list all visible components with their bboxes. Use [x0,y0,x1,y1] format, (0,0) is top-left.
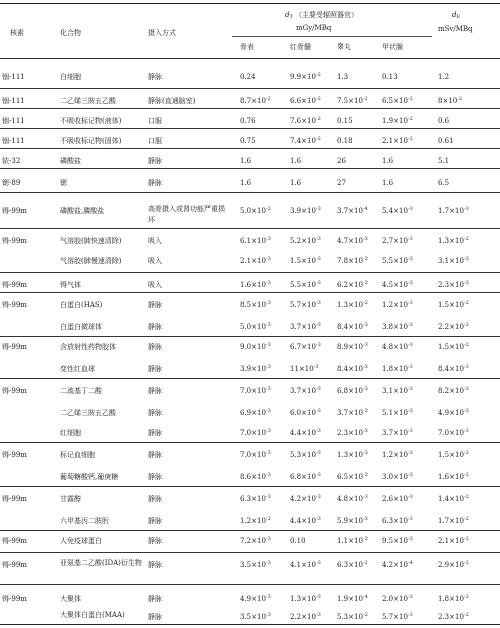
cell-route: 吸入 [148,281,162,289]
cell-nuclide: 锝-99m [2,237,27,245]
cell-value: $5.7\times 10^{-3}$ [290,300,321,309]
cell-value: $8.7\times 10^{-2}$ [240,96,271,105]
cell-value: $1.2\times 10^{-3}$ [382,300,413,309]
cell-value: $4.5\times 10^{-3}$ [382,280,413,289]
cell-value: $5.5\times 10^{-3}$ [382,256,413,265]
cell-value: $2.2\times 10^{-3}$ [290,612,321,621]
header-de-unit: mSv/MBq [438,25,473,33]
cell-value: $1.3\times 10^{-2}$ [438,236,469,245]
cell-value: $7.0\times 10^{-3}$ [240,386,271,395]
cell-value: $2.1\times 10^{-3}$ [240,256,271,265]
cell-route: 静脉 [148,157,162,165]
cell-route: 静脉 [148,409,162,417]
cell-compound: 气溶胶(肺慢速清除) [60,257,122,265]
cell-value: 0.75 [240,137,256,145]
cell-value: 1.6 [382,157,394,165]
cell-nuclide: 铱-32 [2,157,21,165]
cell-value: $7.0\times 10^{-3}$ [240,428,271,437]
cell-value: $2.2\times 10^{-2}$ [438,322,469,331]
cell-nuclide: 锶-89 [2,179,21,187]
header-organ-thyroid: 甲状腺 [382,43,403,51]
header-compound: 化合物 [60,29,81,37]
cell-value: $6.7\times 10^{-3}$ [290,342,321,351]
cell-compound: 不吸收标记物(液体) [60,117,122,125]
cell-value: $3.9\times 10^{-3}$ [240,364,271,373]
header-organ-bone: 骨表 [240,43,254,51]
header-de-sub: E [456,14,461,20]
cell-value: 1.2 [438,73,450,81]
cell-value: $4.4\times 10^{-3}$ [290,516,321,525]
header-nuclide: 核素 [10,29,24,37]
cell-value: $3.7\times 10^{-3}$ [382,428,413,437]
cell-value: $7.2\times 10^{-3}$ [240,536,271,545]
cell-value: $2.3\times 10^{-3}$ [337,428,368,437]
cell-value: $5.2\times 10^{-3}$ [290,236,321,245]
cell-value: $1.3\times 10^{-3}$ [337,450,368,459]
cell-route: 静脉 [148,537,162,545]
cell-value: $8.9\times 10^{-3}$ [337,342,368,351]
cell-route: 高骨摄入或肾功能严重损坏 [148,205,225,224]
cell-route: 静脉 [148,561,162,569]
cell-value: $5.4\times 10^{-3}$ [382,206,413,215]
cell-route: 静脉 [148,365,162,373]
cell-compound: 大聚体 [60,595,81,603]
cell-value: 0.24 [240,73,256,81]
cell-route: 静脉 [148,429,162,437]
cell-value: $1.7\times 10^{-3}$ [438,206,469,215]
cell-value: $2.1\times 10^{-2}$ [382,136,413,145]
cell-value: $1.3\times 10^{-3}$ [290,594,321,603]
cell-value: $6.3\times 10^{-2}$ [337,560,368,569]
cell-compound: 锝气体 [60,281,81,289]
cell-value: 26 [337,157,346,165]
cell-value: $3.9\times 10^{-3}$ [290,206,321,215]
cell-value: $3.1\times 10^{-3}$ [382,386,413,395]
cell-value: 0.6 [438,117,450,125]
cell-value: $1.6\times 10^{-2}$ [438,472,469,481]
cell-value: 6.5 [438,179,450,187]
cell-value: $3.5\times 10^{-3}$ [240,612,271,621]
cell-value: $1.5\times 10^{-3}$ [290,256,321,265]
cell-route: 静脉 [148,343,162,351]
cell-value: $3.7\times 10^{-3}$ [290,386,321,395]
cell-value: $4.2\times 10^{-3}$ [290,494,321,503]
cell-route: 口服 [148,137,162,145]
cell-value: $1.5\times 10^{-2}$ [438,450,469,459]
cell-route: 吸入 [148,237,162,245]
cell-value: $6.9\times 10^{-3}$ [240,408,271,417]
cell-value: $7.4\times 10^{-2}$ [290,136,321,145]
cell-compound: 红细胞 [60,429,81,437]
cell-compound: 磷酸盐,膦酸盐 [60,207,105,215]
cell-compound: 六甲基丙二胺肟 [60,517,109,525]
cell-value: $1.2\times 10^{-2}$ [240,516,271,525]
cell-value: $4.1\times 10^{-3}$ [290,560,321,569]
cell-value: $8.4\times 10^{-3}$ [337,364,368,373]
cell-route: 静脉 [148,323,162,331]
cell-route: 吸入 [148,257,162,265]
cell-value: $5.3\times 10^{-2}$ [337,612,368,621]
cell-value: $3.8\times 10^{-3}$ [382,322,413,331]
cell-value: $5.3\times 10^{-3}$ [290,450,321,459]
cell-value: $1.2\times 10^{-3}$ [382,450,413,459]
cell-nuclide: 锝-99m [2,301,27,309]
cell-value: $6.1\times 10^{-3}$ [240,236,271,245]
cell-route: 静脉 [148,179,162,187]
cell-value: $8.2\times 10^{-3}$ [438,386,469,395]
cell-value: $5.0\times 10^{-2}$ [240,206,271,215]
header-de [452,12,460,19]
cell-compound: 锶 [60,179,67,187]
cell-route: 静脉(直通脑室) [148,97,196,105]
cell-value: $6.2\times 10^{-3}$ [337,280,368,289]
cell-value: 1.6 [240,179,252,187]
cell-value: $4.7\times 10^{-3}$ [337,236,368,245]
cell-nuclide: 锝-99m [2,207,27,215]
cell-nuclide: 锝-99m [2,595,27,603]
cell-nuclide: 锝-99m [2,451,27,459]
cell-value: $6.8\times 10^{-3}$ [290,472,321,481]
cell-value: $7.0\times 10^{-3}$ [438,428,469,437]
header-de-symbol: d [452,11,457,19]
cell-compound: 大聚体白蛋白(MAA) [60,611,125,619]
cell-route: 静脉 [148,301,162,309]
cell-compound: 磷酸盐 [60,157,81,165]
cell-route: 口服 [148,117,162,125]
cell-route: 静脉 [148,473,162,481]
cell-value: $1.5\times 10^{-2}$ [438,342,469,351]
cell-nuclide: 锝-99m [2,537,27,545]
cell-value: $8\times 10^{-2}$ [438,96,463,105]
cell-value: $8.5\times 10^{-3}$ [240,300,271,309]
cell-value: $4.9\times 10^{-3}$ [240,594,271,603]
cell-value: $2.0\times 10^{-3}$ [382,594,413,603]
cell-value: 5.1 [438,157,450,165]
cell-compound: 白蛋白微球体 [60,323,102,331]
cell-value: $1.8\times 10^{-2}$ [438,594,469,603]
cell-compound: 变性红血球 [60,365,95,373]
cell-compound: 二巯基丁二酸 [60,387,102,395]
cell-value: $1.5\times 10^{-2}$ [438,300,469,309]
cell-compound: 不吸收标记物(固体) [60,137,122,145]
cell-value: $7.5\times 10^{-2}$ [337,96,368,105]
cell-value: $3.7\times 10^{-4}$ [337,206,368,215]
cell-route: 静脉 [148,387,162,395]
cell-value: $6.5\times 10^{-3}$ [337,472,368,481]
cell-compound: 亚氨基二乙酸(IDA)衍生物 [60,559,142,567]
header-dt-symbol: d [285,11,290,19]
cell-value: 0.15 [337,117,353,125]
cell-value: $6.3\times 10^{-3}$ [240,494,271,503]
cell-value: 1.6 [290,157,302,165]
cell-nuclide: 铟-111 [2,97,25,105]
cell-value: $4.4\times 10^{-3}$ [290,428,321,437]
cell-value: $1.6\times 10^{-3}$ [240,280,271,289]
cell-value: 1.3 [337,73,349,81]
cell-value: $6.8\times 10^{-3}$ [337,386,368,395]
cell-value: $6.5\times 10^{-2}$ [382,96,413,105]
cell-value: $1.8\times 10^{-3}$ [382,364,413,373]
cell-value: $3.1\times 10^{-3}$ [438,256,469,265]
cell-compound: 甘露醇 [60,495,81,503]
cell-value: $11\times 10^{-3}$ [290,364,319,373]
header-dt-sub: T [289,14,293,20]
cell-route: 静脉 [148,73,162,81]
cell-value: $2.1\times 10^{-2}$ [438,536,469,545]
cell-value: $2.9\times 10^{-2}$ [438,560,469,569]
header-dt [285,12,358,19]
cell-value: 0.61 [438,137,454,145]
cell-value: $5.7\times 10^{-3}$ [382,612,413,621]
cell-value: $4.2\times 10^{-4}$ [382,560,413,569]
cell-value: $3.7\times 10^{-3}$ [337,408,368,417]
cell-compound: 气溶胶(肺快速清除) [60,237,122,245]
cell-value: $3.7\times 10^{-3}$ [290,322,321,331]
cell-value: $2.7\times 10^{-3}$ [382,236,413,245]
cell-value: $5.0\times 10^{-3}$ [240,322,271,331]
cell-value: $2.3\times 10^{-2}$ [438,612,469,621]
cell-nuclide: 锝-99m [2,495,27,503]
cell-compound: 葡萄糖酸钙,葡庚糖 [60,473,119,481]
cell-value: $9.5\times 10^{-3}$ [382,536,413,545]
header-dt-desc: （主要受辐照器官） [295,11,359,19]
cell-value: 0.10 [290,537,306,545]
cell-value: $4.9\times 10^{-3}$ [438,408,469,417]
cell-value: $4.8\times 10^{-3}$ [382,342,413,351]
cell-value: $1.7\times 10^{-2}$ [438,516,469,525]
cell-nuclide: 铟-111 [2,137,25,145]
cell-value: $3.5\times 10^{-3}$ [240,560,271,569]
cell-nuclide: 锝-99m [2,281,27,289]
cell-value: $5.1\times 10^{-3}$ [382,408,413,417]
cell-route: 静脉 [148,613,162,621]
cell-route: 静脉 [148,451,162,459]
header-route: 摄入方式 [148,29,176,37]
cell-value: $6.6\times 10^{-2}$ [290,96,321,105]
cell-value: $1.1\times 10^{-3}$ [337,536,368,545]
cell-compound: 人免疫球蛋白 [60,537,102,545]
cell-value: $5.5\times 10^{-3}$ [290,280,321,289]
cell-value: 0.76 [240,117,256,125]
cell-value: $8.4\times 10^{-3}$ [337,322,368,331]
cell-compound: 二乙烯三胺五乙酸 [60,97,116,105]
cell-value: 0.13 [382,73,398,81]
cell-value: $6.3\times 10^{-3}$ [382,516,413,525]
cell-value: $4.8\times 10^{-3}$ [337,494,368,503]
cell-value: $1.9\times 10^{-2}$ [382,116,413,125]
cell-value: $6.0\times 10^{-3}$ [290,408,321,417]
cell-value: $8.6\times 10^{-3}$ [240,472,271,481]
cell-value: $7.8\times 10^{-3}$ [337,256,368,265]
cell-nuclide: 锝-99m [2,561,27,569]
cell-compound: 白细胞 [60,73,81,81]
cell-value: $3.0\times 10^{-3}$ [382,472,413,481]
cell-value: 1.6 [290,179,302,187]
cell-value: $1.3\times 10^{-2}$ [337,300,368,309]
header-dt-unit: mGy/MBq [296,24,332,32]
header-organ-marrow: 红骨髓 [290,43,311,51]
cell-nuclide: 铟-111 [2,117,25,125]
header-organ-testes: 睾丸 [337,43,351,51]
cell-nuclide: 锝-99m [2,387,27,395]
cell-value: $8.4\times 10^{-3}$ [438,364,469,373]
cell-value: $9.0\times 10^{-3}$ [240,342,271,351]
cell-value: $5.9\times 10^{-3}$ [337,516,368,525]
cell-compound: 标记血细胞 [60,451,95,459]
cell-value: 0.18 [337,137,353,145]
cell-value: $1.4\times 10^{-2}$ [438,494,469,503]
cell-value: 1.6 [382,179,394,187]
cell-value: 27 [337,179,346,187]
cell-compound: 含放射性药物胶体 [60,343,116,351]
cell-value: 1.6 [240,157,252,165]
cell-compound: 二乙烯三胺五乙酸 [60,409,116,417]
cell-value: $2.6\times 10^{-3}$ [382,494,413,503]
cell-value: $9.9\times 10^{-2}$ [290,72,321,81]
cell-nuclide: 铟-111 [2,73,25,81]
cell-route: 静脉 [148,495,162,503]
cell-route: 静脉 [148,517,162,525]
cell-value: $7.0\times 10^{-3}$ [240,450,271,459]
cell-value: $2.3\times 10^{-3}$ [438,280,469,289]
cell-nuclide: 锝-99m [2,343,27,351]
cell-value: $1.9\times 10^{-4}$ [337,594,368,603]
cell-value: $7.6\times 10^{-2}$ [290,116,321,125]
cell-compound: 白蛋白(HAS) [60,301,103,309]
cell-route: 静脉 [148,595,162,603]
